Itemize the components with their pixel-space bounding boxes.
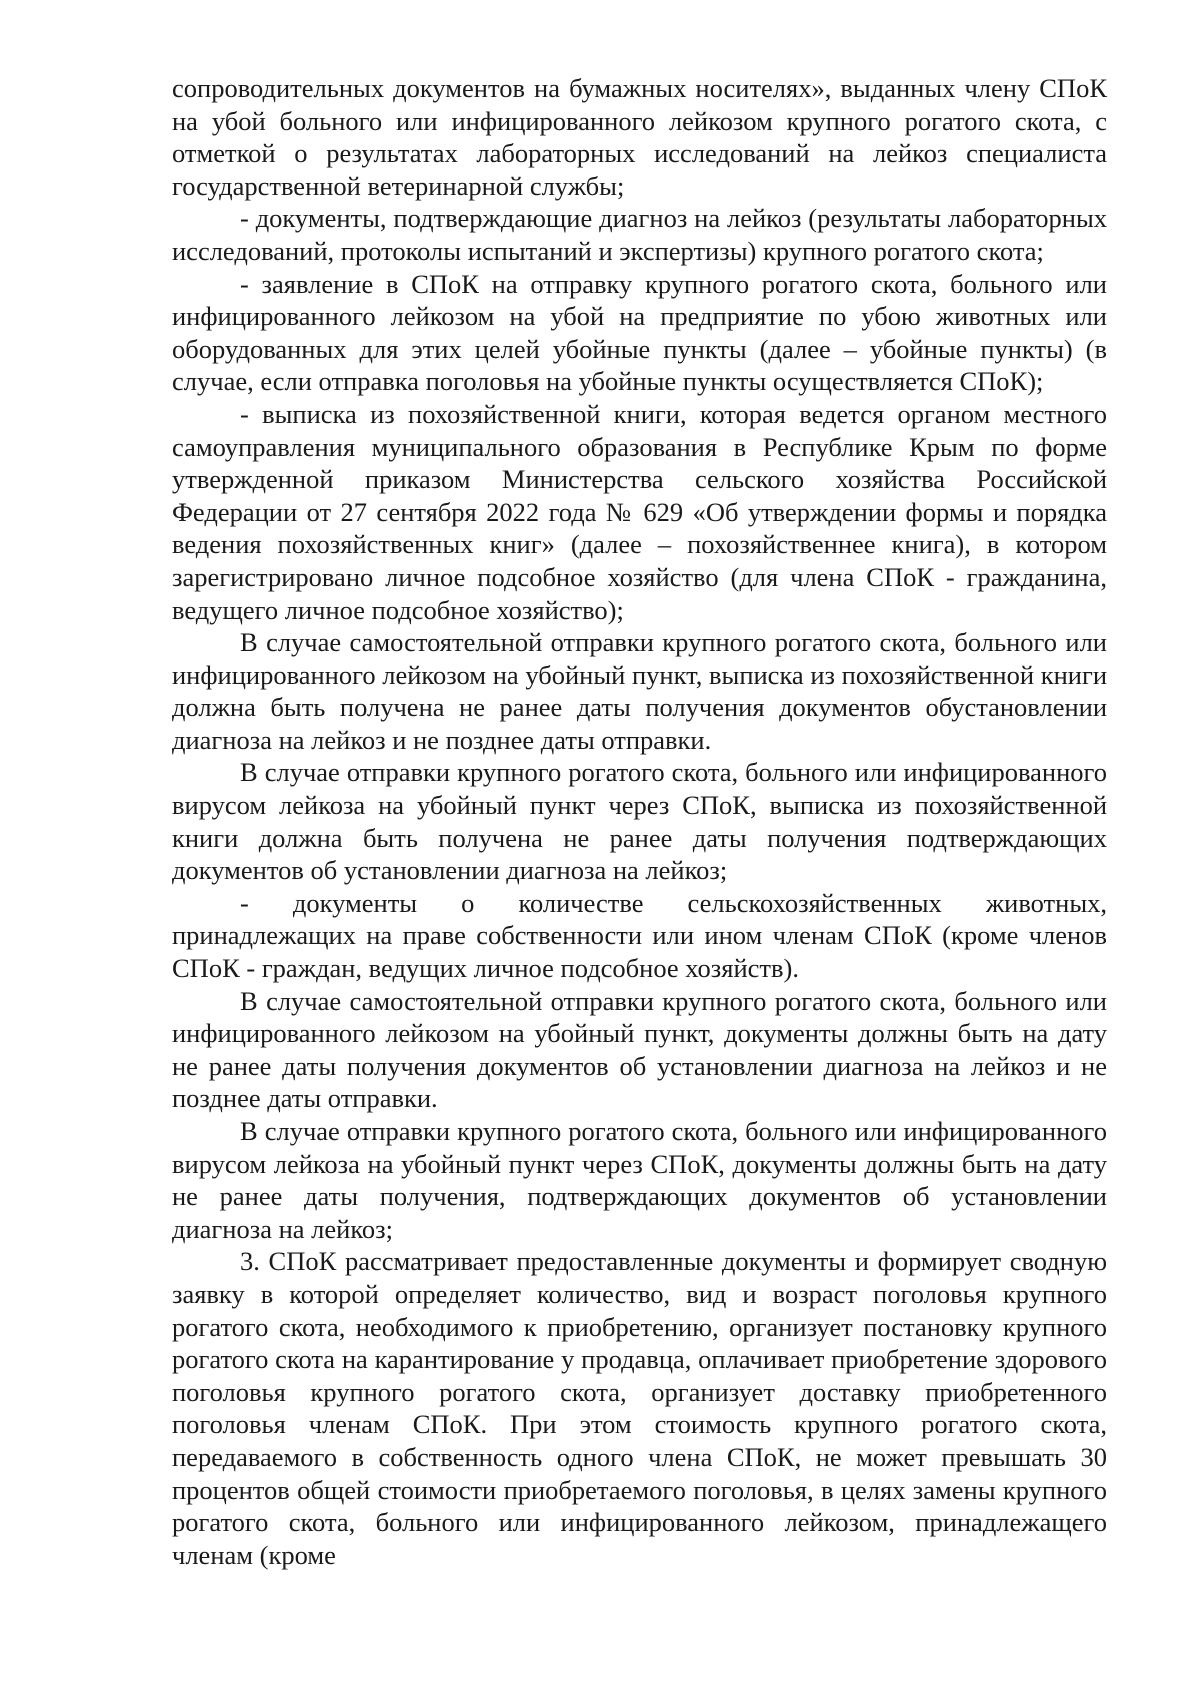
paragraph-10: 3. СПоК рассматривает предоставленные документы и формирует сводную заявку в которой определяет количество, вид и возраст поголовья крупного рогатого скота, необходимого к приобретению, организует постановку крупного рогатого скота на карантирование у продавца, оплачивает приобретение здорового поголовья крупного рогатого скота, организует доставку приобретенного поголовья членам СПоК. При этом стоимость крупного рогатого скота, передаваемого в собственность одного члена СПоК, не может превышать 30 процентов общей стоимости приобретаемого поголовья, в целях замены крупного рогатого скота, больного или инфицированного лейкозом, принадлежащего членам (кроме xyxy=(172,1246,1107,1570)
paragraph-2: - документы, подтверждающие диагноз на лейкоз (результаты лабораторных исследований, протоколы испытаний и экспертизы) крупного рогатого скота; xyxy=(172,203,1107,266)
paragraph-8: В случае самостоятельной отправки крупного рогатого скота, больного или инфицированного лейкозом на убойный пункт, документы должны быть на дату не ранее даты получения документов об установлении диагноза на лейкоз и не позднее даты отправки. xyxy=(172,985,1107,1114)
document-page xyxy=(172,72,1107,1571)
paragraph-9: В случае отправки крупного рогатого скота, больного или инфицированного вирусом лейкоза на убойный пункт через СПоК, документы должны быть на дату не ранее даты получения, подтверждающих документов об установлении диагноза на лейкоз; xyxy=(172,1116,1107,1244)
paragraph-6: В случае отправки крупного рогатого скота, больного или инфицированного вирусом лейкоза на убойный пункт через СПоК, выписка из похозяйственной книги должна быть получена не ранее даты получения подтверждающих документов об установлении диагноза на лейкоз; xyxy=(172,757,1107,886)
paragraph-3: - заявление в СПоК на отправку крупного рогатого скота, больного или инфицированного лейкозом на убой на предприятие по убою животных или оборудованных для этих целей убойные пункты (далее – убойные пункты) (в случае, если отправка поголовья на убойные пункты осуществляется СПоК); xyxy=(172,268,1107,397)
paragraph-5: В случае самостоятельной отправки крупного рогатого скота, больного или инфицированного лейкозом на убойный пункт, выписка из похозяйственной книги должна быть получена не ранее даты получения документов обустановлении диагноза на лейкоз и не позднее даты отправки. xyxy=(172,627,1107,755)
paragraph-7: - документы о количестве сельскохозяйственных животных, принадлежащих на праве собственности или ином членам СПоК (кроме членов СПоК - граждан, ведущих личное подсобное хозяйств). xyxy=(172,887,1107,984)
paragraph-1: сопроводительных документов на бумажных носителях», выданных члену СПоК на убой больного или инфицированного лейкозом крупного рогатого скота, с отметкой о результатах лабораторных исследований на лейкоз специалиста государственной ветеринарной службы; xyxy=(172,73,1107,201)
paragraph-4: - выписка из похозяйственной книги, которая ведется органом местного самоуправления муниципального образования в Республике Крым по форме утвержденной приказом Министерства сельского хозяйства Российской Федерации от 27 сентября 2022 года № 629 «Об утверждении формы и порядка ведения похозяйственных книг» (далее – похозяйственнее книга), в котором зарегистрировано личное подсобное хозяйство (для члена СПоК - гражданина, ведущего личное подсобное хозяйство); xyxy=(172,398,1107,625)
